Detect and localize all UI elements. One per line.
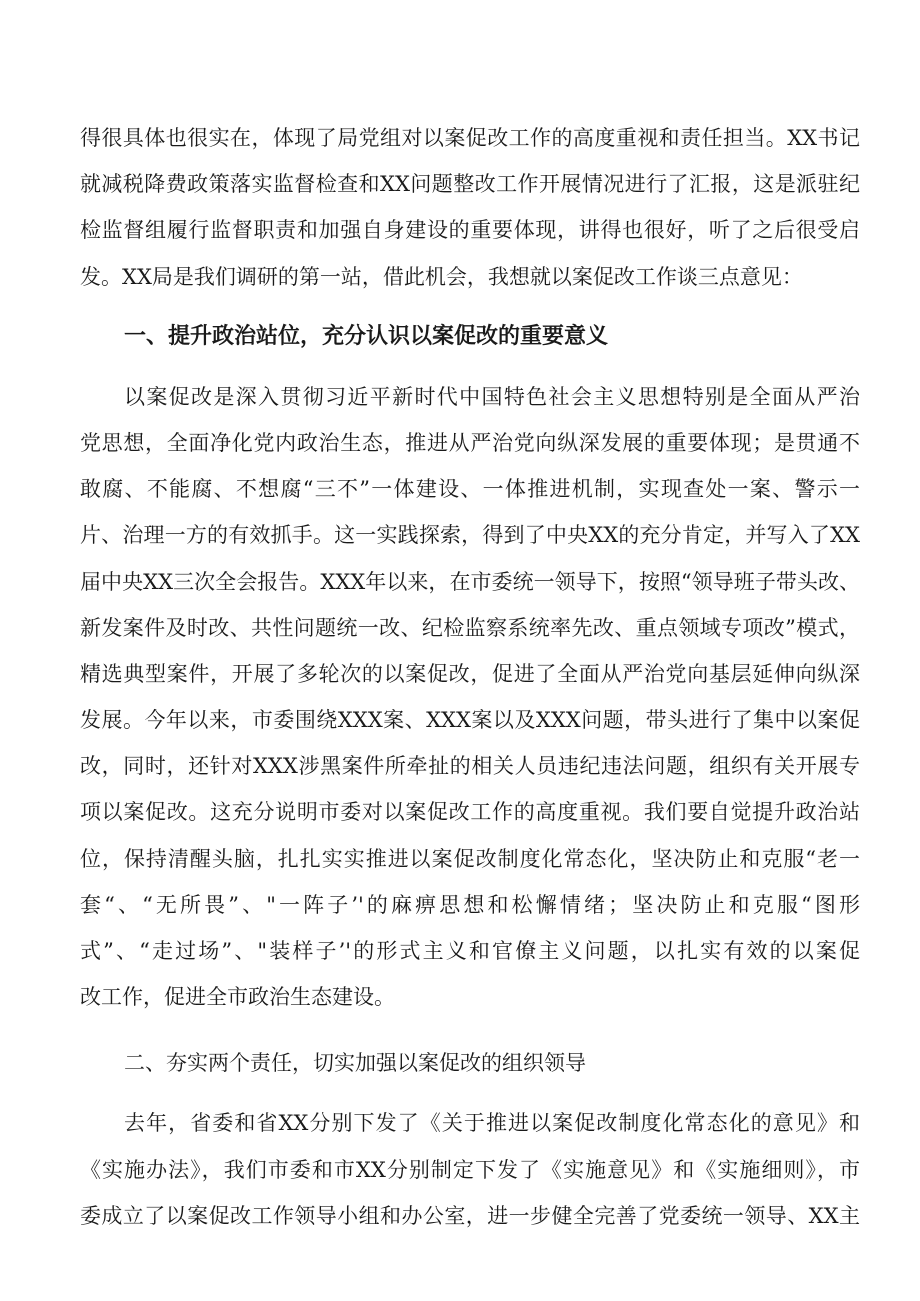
text-line: 片、治理一方的有效抓手。这一实践探索，得到了中央XX的充分肯定，并写入了XX (80, 523, 860, 548)
text-line: 发展。今年以来，市委围绕XXX案、XXX案以及XXX问题，带头进行了集中以案促 (80, 708, 860, 733)
section-2-heading: 二、夯实两个责任，切实加强以案促改的组织领导 (124, 1051, 586, 1076)
text-line: 党思想，全面净化党内政治生态，推进从严治党向纵深发展的重要体现；是贯通不 (80, 430, 860, 455)
intro-paragraph (80, 115, 860, 300)
text-line: 套“、“无所畏”、"一阵子’'的麻痹思想和松懈情绪；坚决防止和克服“图形 (80, 892, 860, 917)
text-line: 得很具体也很实在，体现了局党组对以案促改工作的高度重视和责任担当。XX书记 (80, 126, 860, 150)
text-line: 改工作，促进全市政治生态建设。 (80, 985, 395, 1010)
text-line: 敢腐、不能腐、不想腐“三不”一体建设、一体推进机制，实现查处一案、警示一 (80, 477, 860, 502)
text-line: 以案促改是深入贯彻习近平新时代中国特色社会主义思想特别是全面从严治 (124, 384, 860, 409)
document-page (80, 115, 860, 1239)
text-line: 精选典型案件，开展了多轮次的以案促改，促进了全面从严治党向基层延伸向纵深 (80, 661, 860, 686)
text-line: 发。XX局是我们调研的第一站，借此机会，我想就以案促改工作谈三点意见： (80, 264, 803, 289)
text-line: 《实施办法》，我们市委和市XX分别制定下发了《实施意见》和《实施细则》，市 (80, 1157, 860, 1182)
text-line: 就减税降费政策落实监督检查和XX问题整改工作开展情况进行了汇报，这是派驻纪 (80, 172, 860, 197)
section-1-heading: 一、提升政治站位，充分认识以案促改的重要意义 (124, 323, 609, 349)
text-line: 检监督组履行监督职责和加强自身建设的重要体现，讲得也很好，听了之后很受启 (80, 218, 860, 243)
text-line: 式”、“走过场”、"装样子’'的形式主义和官僚主义问题，以扎实有效的以案促 (80, 939, 860, 963)
text-line: 新发案件及时改、共性问题统一改、纪检监察系统率先改、重点领域专项改”模式， (80, 615, 860, 640)
text-line: 届中央XX三次全会报告。XXX年以来，在市委统一领导下，按照“领导班子带头改、 (80, 569, 860, 594)
text-line: 项以案促改。这充分说明市委对以案促改工作的高度重视。我们要自觉提升政治站 (80, 800, 860, 825)
section-1-paragraph (80, 374, 860, 1021)
text-line: 去年，省委和省XX分别下发了《关于推进以案促改制度化常态化的意见》和 (124, 1111, 860, 1136)
text-line: 改，同时，还针对XXX涉黑案件所牵扯的相关人员违纪违法问题，组织有关开展专 (80, 754, 860, 779)
section-2-paragraph (80, 1100, 860, 1239)
text-line: 位，保持清醒头脑，扎扎实实推进以案促改制度化常态化，坚决防止和克服“老一 (80, 846, 860, 871)
text-line: 委成立了以案促改工作领导小组和办公室，进一步健全完善了党委统一领导、XX主 (80, 1203, 860, 1228)
